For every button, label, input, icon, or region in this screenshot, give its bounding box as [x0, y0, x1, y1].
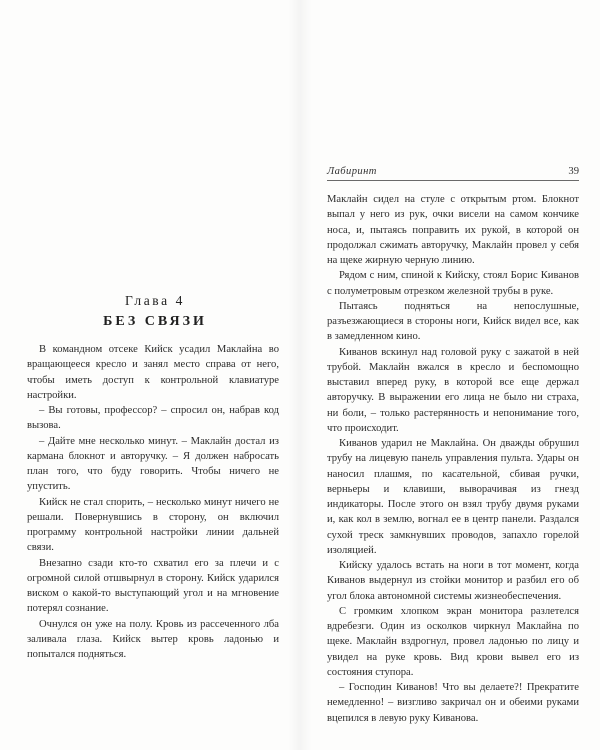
paragraph: – Господин Киванов! Что вы делаете?! Прекратите немедленно! – визгливо закричал он и обеими руками вцепился в левую руку Киванова. [327, 682, 579, 724]
paragraph: Пытаясь подняться на непослушные, разъезжающиеся в стороны ноги, Кийск видел все, как в замедленном кино. [327, 300, 579, 343]
chapter-heading [30, 292, 280, 332]
paragraph: Маклайн сидел на стуле с открытым ртом. Блокнот выпал у него из рук, очки висели на самом кончике носа, и, пытаясь поправить их рукой, в которой он продолжал сжимать авторучку, Маклайн провел у себя на щеке жирную черную линию. [327, 194, 579, 266]
right-page-body [327, 192, 579, 726]
paragraph: С громким хлопком экран монитора разлетелся вдребезги. Один из осколков чиркнул Маклайна по щеке. Маклайн вздрогнул, провел ладонью по лицу и увидел на руке кровь. Вид крови вывел его из состояния ступора. [327, 605, 579, 678]
paragraph: Рядом с ним, спиной к Кийску, стоял Борис Киванов с полуметровым отрезком железной трубы в руке. [327, 270, 579, 297]
paragraph: – Вы готовы, профессор? – спросил он, набрав код вызова. [27, 405, 279, 432]
paragraph: Кийску удалось встать на ноги в тот момент, когда Киванов выдернул из стойки монитор и разбил его об угол блока автономной системы жизнеобеспечения. [327, 560, 579, 602]
paragraph: Киванов ударил не Маклайна. Он дважды обрушил трубу на лицевую панель управления пульта. Удары он наносил плашмя, по касательной, сбивая ручки, верньеры и клавиши, выворачивая из гнезд индикаторы. После этого он взял трубу двумя руками и, как кол в землю, вогнал ее в центр панели. Раздался сухой треск замкнувших проводов, запахло горелой изоляцией. [327, 438, 579, 556]
paragraph: Киванов вскинул над головой руку с зажатой в ней трубой. Маклайн вжался в кресло и беспомощно выставил вперед руку, в которой все еще держал авторучку. В выражении его лица не было ни страха, ни боли, – только растерянность и непонимание того, что происходит. [327, 346, 579, 434]
chapter-title: БЕЗ СВЯЗИ [103, 314, 207, 329]
running-head [327, 166, 579, 181]
paragraph: В командном отсеке Кийск усадил Маклайна во вращающееся кресло и занял место справа от него, чтобы иметь доступ к контрольной клавиатуре настройки. [27, 344, 279, 401]
paragraph: Кийск не стал спорить, – несколько минут ничего не решали. Повернувшись в сторону, он включил программу контрольной настройки линии дальней связи. [27, 496, 279, 554]
left-page-body [27, 342, 279, 662]
paragraph: – Дайте мне несколько минут. – Маклайн достал из кармана блокнот и авторучку. – Я должен набросать план того, что буду говорить. Чтобы ничего не упустить. [27, 435, 279, 493]
right-page [300, 0, 600, 750]
chapter-number: Глава 4 [124, 293, 186, 308]
page-number: 39 [568, 166, 579, 177]
paragraph: Очнулся он уже на полу. Кровь из рассеченного лба заливала глаза. Кийск вытер кровь ладонью и попытался подняться. [27, 618, 279, 660]
running-title: Лабиринт [327, 166, 377, 177]
paragraph: Внезапно сзади кто-то схватил его за плечи и с огромной силой отшвырнул в сторону. Кийск ударился виском о какой-то выступающий угол и на мгновение потерял сознание. [27, 557, 279, 615]
